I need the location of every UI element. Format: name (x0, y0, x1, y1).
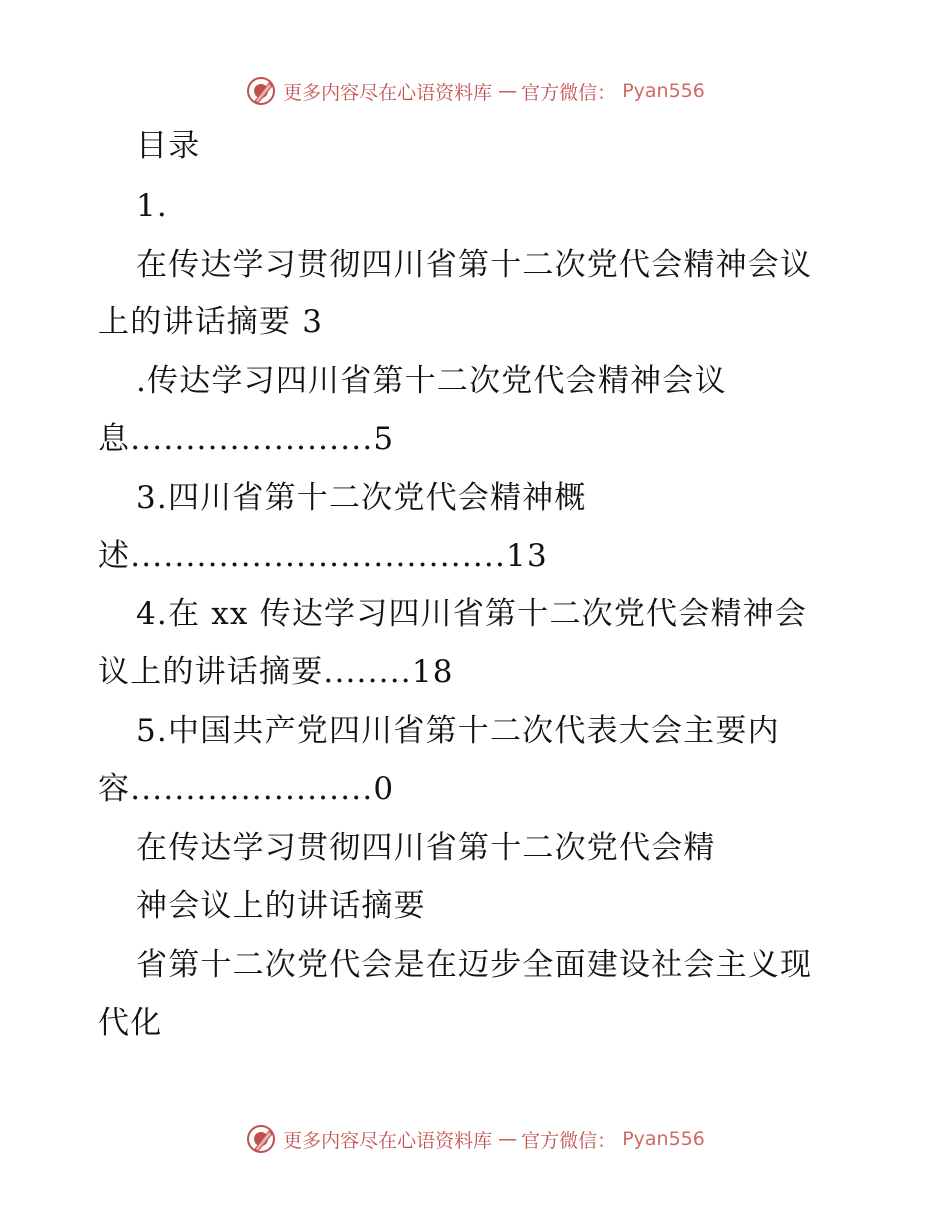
watermark-banner-bottom (0, 1119, 950, 1159)
watermark-separator: — (498, 1128, 516, 1150)
watermark-wechat-id: Pyan556 (622, 80, 705, 102)
body-paragraph: 代化 (98, 1005, 163, 1041)
pen-logo-icon (245, 75, 277, 107)
toc-line: 议上的讲话摘要........18 (98, 654, 454, 690)
watermark-site-text: 更多内容尽在心语资料库 (283, 1129, 493, 1152)
toc-line: 息......................5 (98, 421, 395, 457)
toc-heading: 目录 (136, 128, 201, 164)
toc-line: 容......................0 (98, 771, 395, 807)
toc-line: 1. (136, 188, 168, 224)
toc-line: 述..................................13 (98, 538, 548, 574)
section-title: 神会议上的讲话摘要 (136, 888, 426, 924)
pen-logo-icon (245, 1123, 277, 1155)
watermark-wechat-label: 官方微信： (521, 1129, 617, 1152)
toc-line: 4.在 xx 传达学习四川省第十二次党代会精神会 (136, 596, 808, 632)
toc-line: 在传达学习贯彻四川省第十二次党代会精神会议 (136, 247, 813, 283)
toc-line: 5.中国共产党四川省第十二次代表大会主要内 (136, 713, 780, 749)
toc-line: 上的讲话摘要 3 (98, 304, 324, 340)
watermark-wechat-id: Pyan556 (622, 1128, 705, 1150)
section-title: 在传达学习贯彻四川省第十二次党代会精 (136, 830, 716, 866)
toc-line: 3.四川省第十二次党代会精神概 (136, 480, 587, 516)
watermark-separator: — (498, 80, 516, 102)
watermark-wechat-label: 官方微信： (521, 81, 617, 104)
toc-line: .传达学习四川省第十二次党代会精神会议 (136, 363, 727, 399)
watermark-site-text: 更多内容尽在心语资料库 (283, 81, 493, 104)
body-paragraph: 省第十二次党代会是在迈步全面建设社会主义现 (136, 947, 813, 983)
watermark-banner-top (0, 71, 950, 111)
